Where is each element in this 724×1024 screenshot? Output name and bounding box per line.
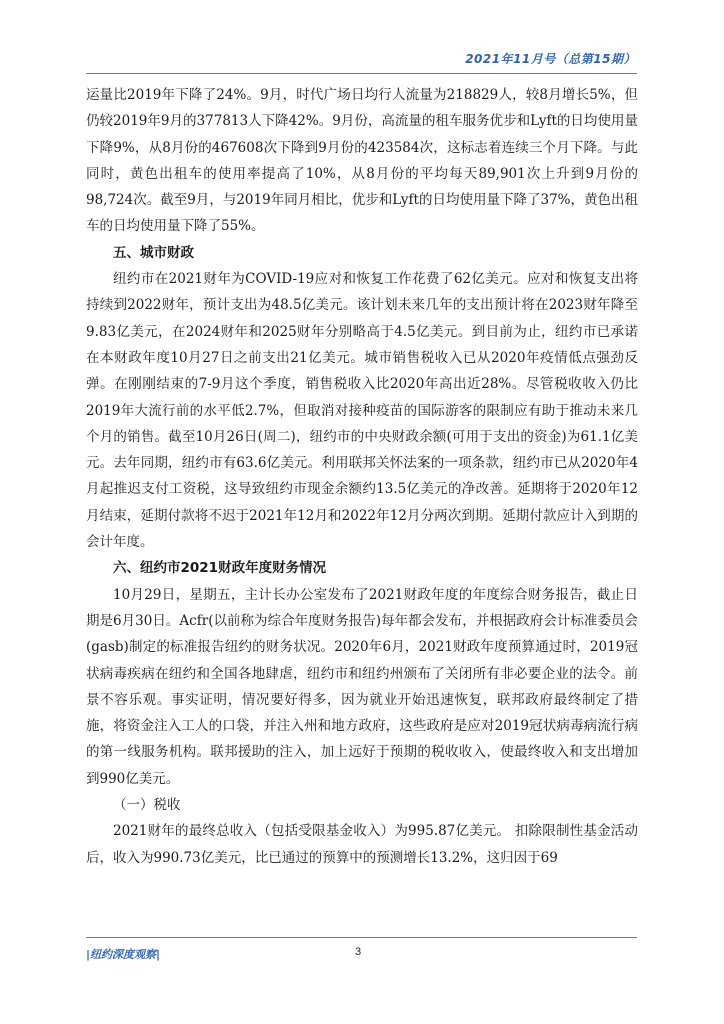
paragraph-fy2021-report: 10月29日，星期五，主计长办公室发布了2021财政年度的年度综合财务报告，截止日期是6月30日。Acfr(以前称为综合年度财务报告)每年都会发布，并根据政府会计标准委员会(gasb)制定的标准报告纽约的财务状况。2020年6月，2021财政年度预算通过时，2019冠状病毒疾病在纽约和全国各地肆虐，纽约市和纽约州颁布了关闭所有非必要企业的法令。前景不容乐观。事实证明，情况要好得多，因为就业开始迅速恢复，联邦政府最终制定了措施，将资金注入工人的口袋，并注入州和地方政府，这些政府是应对2019冠状病毒病流行病的第一线服务机构。联邦援助的注入，加上远好于预期的税收收入，使最终收入和支出增加到990亿美元。 [86, 586, 638, 787]
issue-header: 2021年11月号（总第15期） [465, 52, 636, 66]
section-heading-fy2021-finance: 六、纽约市2021财政年度财务情况 [113, 560, 327, 577]
header-divider [86, 73, 637, 74]
paragraph-revenue: 2021财年的最终总收入（包括受限基金收入）为995.87亿美元。 扣除限制性基金活动后，收入为990.73亿美元，比已通过的预算中的预测增长13.2%，这归因于69 [86, 823, 638, 866]
paragraph-traffic: 运量比2019年下降了24%。9月，时代广场日均行人流量为218829人，较8月增长5%，但仍较2019年9月的377813人下降42%。9月份，高流量的租车服务优步和Lyft的日均使用量下降9%，从8月份的467608次下降到9月份的423584次，这标志着连续三个月下降。与此同时，黄色出租车的使用率提高了10%，从8月份的平均每天89,901次上升到9月份的98,724次。截至9月，与2019年同月相比，优步和Lyft的日均使用量下降了37%，黄色出租车的日均使用量下降了55%。 [86, 87, 638, 235]
section-heading-city-finance: 五、城市财政 [113, 244, 194, 261]
document-body [86, 82, 638, 871]
page-number: 3 [355, 946, 362, 958]
footer-divider [86, 937, 637, 938]
publication-footer: |纽约深度观察| [86, 948, 161, 961]
paragraph-city-finance: 纽约市在2021财年为COVID-19应对和恢复工作花费了62亿美元。应对和恢复支出将持续到2022财年，预计支出为48.5亿美元。该计划未来几年的支出预计将在2023财年降至9.83亿美元，在2024财年和2025财年分别略高于4.5亿美元。到目前为止，纽约市已承诺在本财政年度10月27日之前支出21亿美元。城市销售税收入已从2020年疫情低点强劲反弹。在刚刚结束的7-9月这个季度，销售税收入比2020年高出近28%。尽管税收收入仍比2019年大流行前的水平低2.7%，但取消对接种疫苗的国际游客的限制应有助于推动未来几个月的销售。截至10月26日(周二)，纽约市的中央财政余额(可用于支出的资金)为61.1亿美元。去年同期，纽约市有63.6亿美元。利用联邦关怀法案的一项条款，纽约市已从2020年4月起推迟支付工资税，这导致纽约市现金余额约13.5亿美元的净改善。延期将于2020年12月结束，延期付款将不迟于2021年12月和2022年12月分两次到期。延期付款应计入到期的会计年度。 [86, 271, 638, 551]
subsection-heading-tax: （一）税收 [113, 797, 181, 814]
